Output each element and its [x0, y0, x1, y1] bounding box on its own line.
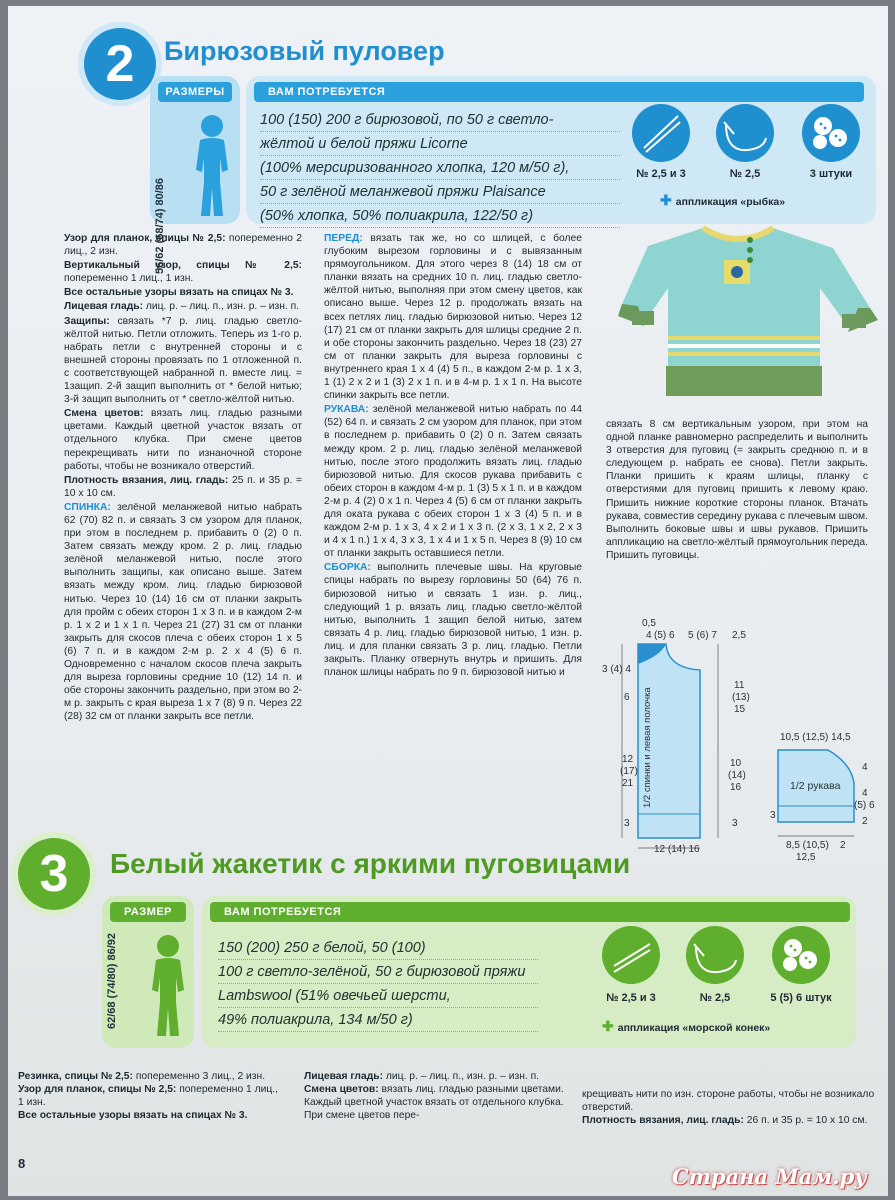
dim-label: 2: [840, 840, 846, 851]
yarn-line: (100% мерсиризованного хлопка, 120 м/50 г),: [260, 156, 620, 180]
dim-label: 12,5: [796, 852, 816, 863]
text-paragraph: Смена цветов: вязать лиц. гладью разными цветами. Каждый цветной участок вязать от отдельного клубка. При смене цветов перекрещивать нити по изнаночной стороне работы, чтобы не возникало отверстий.: [64, 408, 302, 472]
text-paragraph: Смена цветов: вязать лиц. гладью разными цветами. Каждый цветной участок вязать от отдельного клубка. При смене цветов пере-: [304, 1084, 564, 1122]
dim-label: (13): [732, 692, 750, 703]
text-paragraph: ПЕРЕД: вязать так же, но со шлицей, с более глубоким вырезом горловины и с вывязанным прямоугольником. Для этого через 8 (14) 18 см от планки вязать на средних 10 п. лиц. гладью светло-жёлтой нитью, выполняя при этом смену цветов, как описано выше. Через 12 р. продолжать вязать на всех петлях лиц. гладью бирюзовой нитью. Через 12 (17) 21 см от планки закрыть для шлицы средние 2 п. и обе стороны закончить раздельно. Через 18 (23) 27 см от планки закрыть для выреза горловины с внутреннего края 1 x 4 (4) 5 п., в каждом 2-м р. 1 x 3, 1 (1) 2 x 2 и 1 (3) 2 x 1 п. и в 4-м р. 1 x 1 п. На высоте спинки закрыть все петли.: [324, 233, 582, 402]
materials-tab: ВАМ ПОТРЕБУЕТСЯ: [254, 82, 864, 102]
magazine-page: [8, 6, 888, 1196]
tool-label: 3 штуки: [809, 168, 853, 180]
circular-needle-icon: [716, 104, 774, 162]
turquoise-pullover-photo: [608, 216, 888, 416]
text-paragraph: Узор для планок, спицы № 2,5: попеременно 1 лиц., 1 изн.: [18, 1084, 279, 1109]
yarn-line: Lambswool (51% овечьей шерсти,: [218, 984, 538, 1008]
knitting-needles-icon: [602, 926, 660, 984]
yarn-line: 49% полиакрила, 134 м/50 г): [218, 1008, 538, 1032]
text-paragraph: Узор для планок, спицы № 2,5: попеременно 2 лиц., 2 изн.: [64, 233, 302, 258]
page-number: 8: [18, 1156, 26, 1171]
dim-label: 21: [622, 778, 634, 789]
applique-note: ✚ аппликация «морской конек»: [602, 1018, 771, 1034]
applique-note: ✚ аппликация «рыбка»: [660, 192, 786, 208]
tool-label: 5 (5) 6 штук: [770, 992, 832, 1004]
yarn-line: 150 (200) 250 г белой, 50 (100): [218, 936, 538, 960]
materials-tab: ВАМ ПОТРЕБУЕТСЯ: [210, 902, 850, 922]
text-paragraph: Защипы: связать *7 р. лиц. гладью светло-жёлтой нитью. Петли отложить. Теперь из 1-го р. набрать петли с внутренней стороны и с внешней стороны провязать по 1 отложенной п. с соответствующей набранной п. вместе лиц. = 1защип. 2-й защип выполнить от * белой нитью; 3-й защип выполнить от * светло-жёлтой нитью.: [64, 315, 302, 406]
section-2-materials-box: [246, 76, 876, 224]
knitting-needles-icon: [632, 104, 690, 162]
text-paragraph: Все остальные узоры вязать на спицах № 3.: [64, 287, 294, 299]
text-paragraph: крещивать нити по изн. стороне работы, чтобы не возникало отверстий.: [582, 1089, 875, 1114]
child-silhouette-icon: [190, 112, 234, 220]
dim-label: 3: [624, 818, 630, 829]
dim-label: (17): [620, 766, 638, 777]
sizes-tab: РАЗМЕРЫ: [158, 82, 232, 102]
section-3-column-3: [582, 1088, 882, 1127]
dim-label: 10: [730, 758, 742, 769]
section-3-column-1: [18, 1070, 286, 1122]
dim-label: 3: [770, 810, 776, 821]
section-3-title: Белый жакетик с яркими пуговицами: [110, 848, 631, 879]
section-3-sizes-box: [102, 896, 194, 1048]
body-schematic: [602, 618, 768, 858]
dim-label: 12: [622, 754, 634, 765]
yarn-list: [218, 936, 538, 1032]
text-paragraph: Лицевая гладь: лиц. р. – лиц. п., изн. р. – изн. п.: [64, 301, 300, 313]
sleeve-schematic: [770, 732, 888, 868]
dim-label: 5 (6) 7: [688, 630, 717, 641]
buttons-icon: [772, 926, 830, 984]
section-2-column-2: [324, 232, 582, 680]
section-2-title: Бирюзовый пуловер: [164, 36, 445, 66]
text-paragraph: Резинка, спицы № 2,5: попеременно 3 лиц., 2 изн.: [18, 1071, 266, 1082]
dim-label: 0,5: [642, 618, 656, 629]
dim-label: 3: [732, 818, 738, 829]
circular-needle-icon: [686, 926, 744, 984]
section-3-number: 3: [18, 838, 90, 910]
dim-label: (5) 6: [654, 630, 675, 641]
dim-label: 4: [862, 788, 868, 799]
text-paragraph: СПИНКА: зелёной меланжевой нитью набрать 62 (70) 82 п. и связать 3 см узором для планок, при этом в последнем р. прибавить 0 (2) 0 п. Затем связать между кром. 2 р. лиц. гладью зелёной меланжевой нитью, после этого выполнить защипы, как описано выше. Затем вязать между кром. лиц. гладью бирюзовой нитью. Через 10 (14) 16 см от планки закрыть для пройм с обеих сторон 1 x 3 п. и в каждом 2-м р. 1 x 2 и 1 x 1 п. Через 21 (27) 31 см от планки закрыть для скосов плеча с обеих сторон 1 x 5 (6) 7 п. и в каждом 2-м р. 2 x 4 (5) 6 п. Одновременно с началом скосов плеча закрыть для выреза горловины средние 10 (12) 14 п. и обе стороны закончить раздельно, при этом во 2-м р. закрыть с края выреза 1 x 7 (8) 9 п. Через 22 (28) 32 см от планки закрыть все петли.: [64, 501, 302, 723]
tool-label: № 2,5: [729, 168, 761, 180]
piece-label: 1/2 рукава: [790, 780, 841, 792]
text-paragraph: Лицевая гладь: лиц. р. – лиц. п., изн. р. – изн. п.: [304, 1071, 540, 1082]
dim-label: 16: [730, 782, 742, 793]
dim-label: 4: [862, 762, 868, 773]
site-watermark: Страна Мам.ру: [672, 1164, 867, 1189]
yarn-list: [260, 108, 620, 228]
dim-label: 12 (14) 16: [654, 844, 700, 855]
dim-label: 11: [734, 680, 745, 691]
dim-label: (5) 6: [854, 800, 875, 811]
text-paragraph: Плотность вязания, лиц. гладь: 26 п. и 35 р. = 10 x 10 см.: [582, 1115, 868, 1127]
buttons-icon: [802, 104, 860, 162]
text-paragraph: Все остальные узоры вязать на спицах № 3.: [18, 1110, 248, 1122]
yarn-line: 50 г зелёной меланжевой пряжи Plaisance: [260, 180, 620, 204]
section-3-materials-box: [202, 896, 856, 1048]
piece-label: 1/2 спинки и левая полочка: [642, 687, 653, 808]
section-2-sizes-box: [150, 76, 240, 275]
dim-label: 8,5 (10,5): [786, 840, 829, 851]
section-2-number: 2: [84, 28, 156, 100]
text-paragraph: СБОРКА: выполнить плечевые швы. На круговые спицы набрать по вырезу горловины 50 (64) 76 п. бирюзовой нитью и связать 1 изн. р. лиц., следующий 1 р. вязать лиц. гладью светло-жёлтой нитью, выполнить 1 защип белой нитью, затем связать 4 р. лиц. гладью бирюзовой нитью, 1 изн. р. лиц. и для планки связать 3 р. лиц. гладью. Петли закрыть. Планку отвернуть внутрь и пришить. Для планок шлицы набрать по 9 п. бирюзовой нитью и: [324, 562, 582, 679]
dim-label: 6: [624, 692, 630, 703]
tool-label: № 2,5: [699, 992, 731, 1004]
sizes-value: 62/68 (74/80) 86/92: [106, 932, 118, 1030]
sizes-tab: РАЗМЕР: [110, 902, 186, 922]
text-paragraph: Плотность вязания, лиц. гладь: 25 п. и 35 р. = 10 x 10 см.: [64, 474, 302, 499]
section-3-column-2: [304, 1070, 570, 1122]
text-paragraph: Вертикальный узор, спицы № 2,5: попеременно 1 лиц., 1 изн.: [64, 260, 302, 285]
dim-label: 2: [862, 816, 868, 827]
text-paragraph: РУКАВА: зелёной меланжевой нитью набрать по 44 (52) 64 п. и связать 2 см узором для планок, при этом в последнем р. прибавить 0 (2) 0 п. Затем связать между кром. 2 р. лиц. гладью зелёной меланжевой нитью, после этого продолжить вязать лиц. гладью бирюзовой нитью. Для скосов рукава прибавить с обеих сторон в каждом 4-м р. 1 (3) 5 x 1 п. и в каждом 2-м р. 4 (2) 0 x 1 п. Через 4 (5) 6 см от планки закрыть для оката рукава с обеих сторон 1 x 3 (4) 5 п. и в каждом 2-м р. 1 x 3, 4 x 2 и 1 x 3 п. (2 x 3, 1 x 2, 2 x 3 и 4 x 1 п.) 1 x 4, 3 x 3, 1 x 4 и 1 x 5 п. Через 8 (9) 10 см от планки закрыть оставшиеся петли.: [324, 404, 582, 560]
child-silhouette-icon: [146, 932, 190, 1040]
dim-label: 2,5: [732, 630, 746, 641]
tool-label: № 2,5 и 3: [636, 168, 686, 180]
yarn-line: 100 г светло-зелёной, 50 г бирюзовой пряжи: [218, 960, 538, 984]
sizes-value: 56/62 (68/74) 80/86: [154, 177, 166, 275]
dim-label: 4: [646, 630, 652, 641]
yarn-line: (50% хлопка, 50% полиакрила, 122/50 г): [260, 204, 620, 228]
dim-label: 3 (4) 4: [602, 664, 631, 675]
yarn-line: 100 (150) 200 г бирюзовой, по 50 г светло-: [260, 108, 620, 132]
dim-label: 10,5 (12,5) 14,5: [780, 732, 851, 743]
dim-label: (14): [728, 770, 746, 781]
section-2-column-3: связать 8 см вертикальным узором, при этом на одной планке равномерно распределить и выполнить 3 отверстия для пуговиц (= закрыть среднюю п. и в следующем р. набрать ее снова). Петли закрыть. Планки пришить к краям шлицы, планку с отверстиями для пуговиц пришить к левому краю. Пришить нижние короткие стороны планок. Втачать рукава, совместив середину рукава с плечевым швом. Выполнить боковые швы и швы рукавов. Пришить аппликацию на светло-жёлтый прямоугольник переда. Пришить пуговицы.: [606, 419, 868, 561]
tool-label: № 2,5 и 3: [606, 992, 656, 1004]
dim-label: 15: [734, 704, 746, 715]
yarn-line: жёлтой и белой пряжи Licorne: [260, 132, 620, 156]
section-2-column-1: [64, 232, 302, 724]
